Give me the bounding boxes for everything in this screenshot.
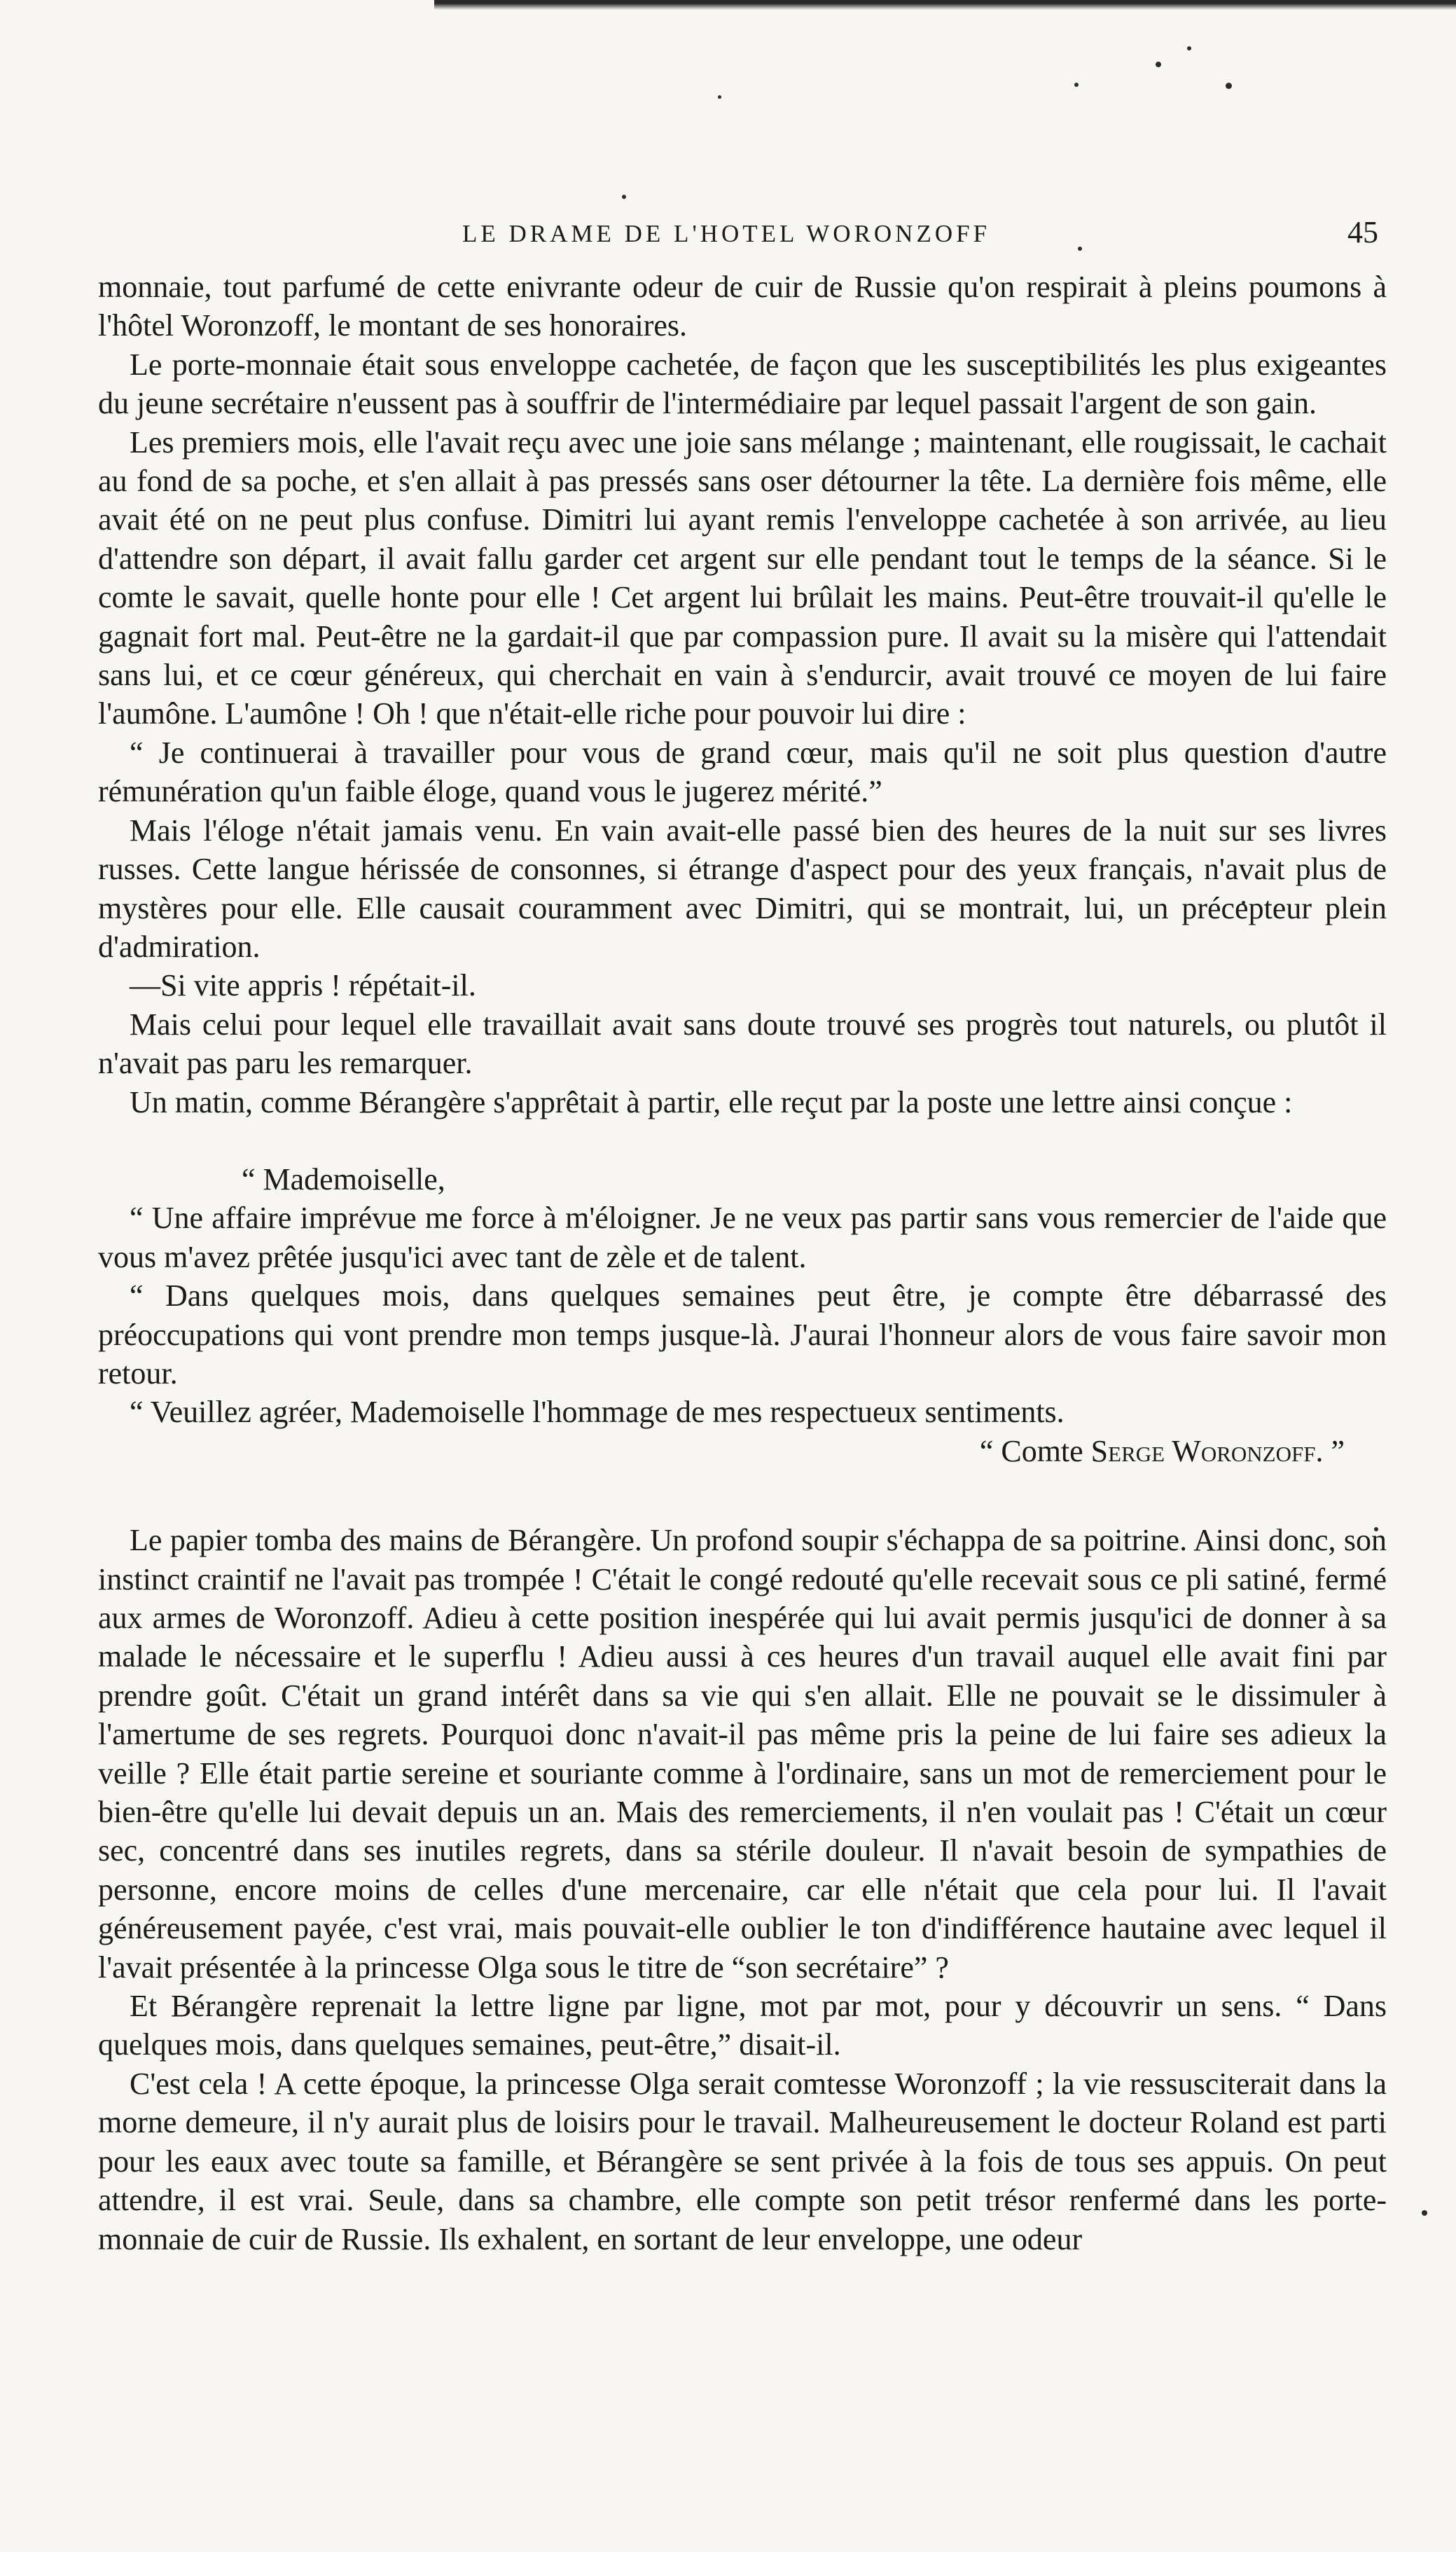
paragraph: —Si vite appris ! répétait-il.: [130, 968, 476, 1003]
paragraph: Le papier tomba des mains de Bérangère. Un profond soupir s'échappa de sa poitrine. Ainsi donc, son instinct craintif ne l'avait pas trompée ! C'était le congé redouté qu'elle recevait sous ce pli satiné, fermé aux armes de Woronzoff. Adieu à cette position inespérée qui lui avait permis jusqu'ici de donner à sa malade le nécessaire et le superflu ! Adieu aussi à ces heures d'un travail auquel elle avait fini par prendre goût. C'était un grand intérêt dans sa vie qui s'en allait. Elle ne pouvait se le dissimuler à l'amertume de ses regrets. Pourquoi donc n'avait-il pas même pris la peine de lui faire ses adieux la veille ? Elle était partie sereine et souriante comme à l'ordinaire, sans un mot de remerciement pour le bien-être qu'elle lui devait depuis un an. Mais des remerciements, il n'en voulait pas ! C'était un cœur sec, concentré dans ses inutiles regrets, dans sa stérile douleur. Il n'avait besoin de sympathies de personne, encore moins de celles d'une mercenaire, car elle n'était que cela pour lui. Il l'avait généreusement payée, c'est vrai, mais pouvait-elle oublier le ton d'indifférence hautaine avec lequel il l'avait présentée à la princesse Olga sous le titre de “son secrétaire” ?: [98, 1523, 1387, 1985]
ink-speck: [1074, 83, 1079, 87]
running-title: LE DRAME DE L'HOTEL WORONZOFF: [462, 220, 991, 247]
paragraph: Mais l'éloge n'était jamais venu. En vain avait-elle passé bien des heures de la nuit sur ses livres russes. Cette langue hérissée de consonnes, si étrange d'aspect pour des yeux français, n'avait plus de mystères pour elle. Elle causait couramment avec Dimitri, qui se montrait, lui, un précepteur plein d'admiration.: [98, 813, 1387, 964]
paragraph: Et Bérangère reprenait la lettre ligne par ligne, mot par mot, pour y découvrir un sens. “ Dans quelques mois, dans quelques semaines, peut-être,” disait-il.: [98, 1989, 1387, 2062]
letter-signature: [98, 1432, 1387, 1470]
letter-line: “ Une affaire imprévue me force à m'éloigner. Je ne veux pas partir sans vous remercier de l'aide que vous m'avez prêtée jusqu'ici avec tant de zèle et de talent.: [98, 1201, 1387, 1274]
letter-line: “ Dans quelques mois, dans quelques semaines peut être, je compte être débarrassé des préoccupations qui vont prendre mon temps jusque-là. J'aurai l'honneur alors de vous faire savoir mon retour.: [98, 1278, 1387, 1391]
paragraph: Un matin, comme Bérangère s'apprêtait à partir, elle reçut par la poste une lettre ainsi conçue :: [130, 1084, 1293, 1119]
ink-speck: [1156, 62, 1161, 67]
paragraph: monnaie, tout parfumé de cette enivrante odeur de cuir de Russie qu'on respirait à pleins poumons à l'hôtel Woronzoff, le montant de ses honoraires.: [98, 270, 1387, 343]
paragraph: “ Je continuerai à travailler pour vous de grand cœur, mais qu'il ne soit plus question d'autre rémunération qu'un faible éloge, quand vous le jugerez mérité.”: [98, 735, 1387, 809]
ink-speck: [1187, 46, 1191, 50]
ink-speck: [1226, 83, 1232, 89]
paragraph: Le porte-monnaie était sous enveloppe cachetée, de façon que les susceptibilités les plus exigeantes du jeune secrétaire n'eussent pas à souffrir de l'intermédiaire par lequel passait l'argent de son gain.: [98, 347, 1387, 421]
letter-salutation: “ Mademoiselle,: [242, 1161, 445, 1196]
signature-prefix: “ Comte: [979, 1433, 1083, 1468]
paragraph: Mais celui pour lequel elle travaillait avait sans doute trouvé ses progrès tout naturels, ou plutôt il n'avait pas paru les remarquer.: [98, 1007, 1387, 1081]
ink-speck: [622, 195, 626, 199]
signature-name: Serge Woronzoff. ”: [1090, 1433, 1345, 1468]
page-number: 45: [1347, 215, 1378, 249]
letter-line: “ Veuillez agréer, Mademoiselle l'hommage de mes respectueux sentiments.: [130, 1395, 1065, 1430]
ink-speck: [718, 95, 721, 99]
scan-top-border: [434, 0, 1456, 10]
paragraph: Les premiers mois, elle l'avait reçu avec une joie sans mélange ; maintenant, elle rougissait, le cachait au fond de sa poche, et s'en allait à pas pressés sans oser détourner la tête. La dernière fois même, elle avait été on ne peut plus confuse. Dimitri lui ayant remis l'enveloppe cachetée à son arrivée, au lieu d'attendre son départ, il avait fallu garder cet argent sur elle pendant tout le temps de la séance. Si le comte le savait, quelle honte pour elle ! Cet argent lui brûlait les mains. Peut-être trouvait-il qu'elle le gagnait fort mal. Peut-être ne la gardait-il que par compassion pure. Il avait su la misère qui l'attendait sans lui, et ce cœur généreux, qui cherchait en vain à s'endurcir, avait trouvé ce moyen de lui faire l'aumône. L'aumône ! Oh ! que n'était-elle riche pour pouvoir lui dire :: [98, 425, 1387, 731]
page-body: [98, 268, 1387, 2258]
ink-speck: [1422, 2210, 1427, 2216]
page-header: [98, 214, 1387, 256]
paragraph: C'est cela ! A cette époque, la princesse Olga serait comtesse Woronzoff ; la vie ressusciterait dans la morne demeure, il n'y aurait plus de loisirs pour le travail. Malheureusement le docteur Roland est parti pour les eaux avec toute sa famille, et Bérangère se sent privée à la fois de tous ses appuis. On peut attendre, il est vrai. Seule, dans sa chambre, elle compte son petit trésor renfermé dans les porte-monnaie de cuir de Russie. Ils exhalent, en sortant de leur enveloppe, une odeur: [98, 2066, 1387, 2256]
